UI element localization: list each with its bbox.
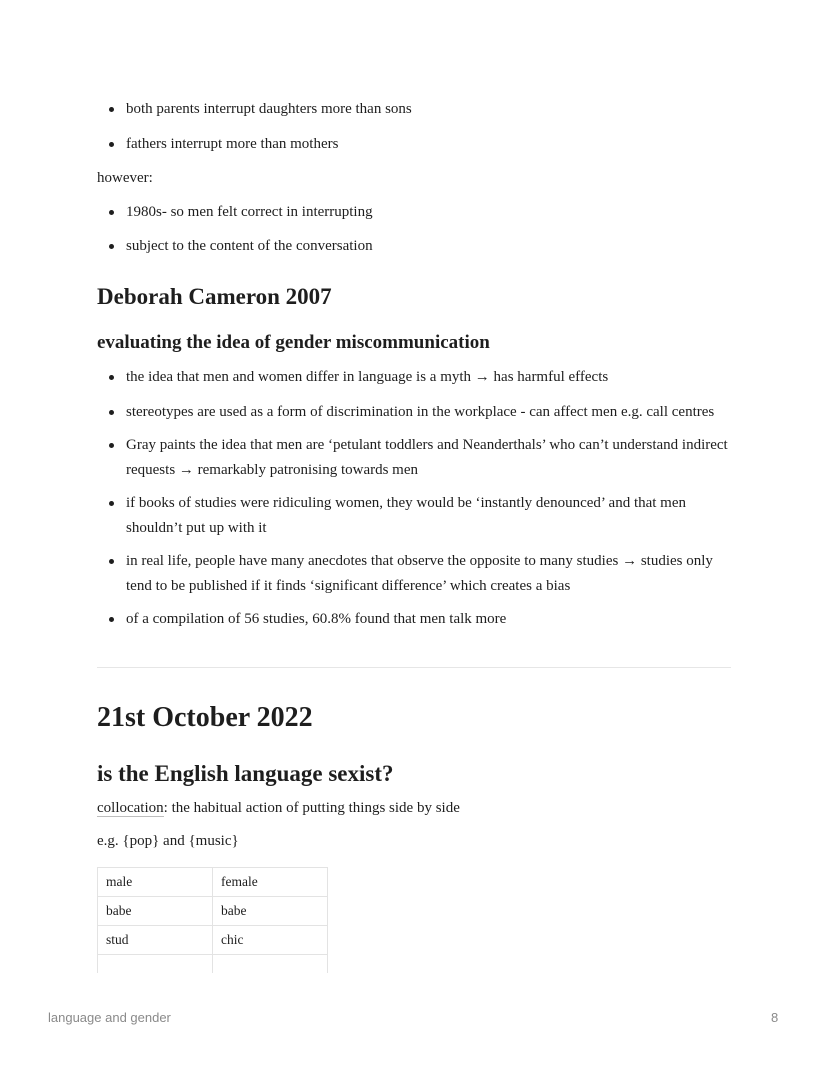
subheading-miscommunication: evaluating the idea of gender miscommunication <box>97 332 490 353</box>
list-item: subject to the content of the conversation <box>97 234 731 259</box>
horizontal-divider <box>97 667 731 668</box>
list-item: Gray paints the idea that men are ‘petulant toddlers and Neanderthals’ who can’t understand indirect requests → remarkably patronising towards men <box>97 433 731 482</box>
list-item: 1980s- so men felt correct in interrupting <box>97 200 731 225</box>
collocation-table <box>97 867 328 973</box>
table-cell: chic <box>213 926 328 955</box>
list-item: stereotypes are used as a form of discrimination in the workplace - can affect men e.g. call centres <box>97 400 731 425</box>
table-row <box>98 955 328 974</box>
table-row <box>98 897 328 926</box>
list-item: if books of studies were ridiculing women, they would be ‘instantly denounced’ and that men shouldn’t put up with it <box>97 491 731 540</box>
table-cell: babe <box>98 897 213 926</box>
section-heading-sexist: is the English language sexist? <box>97 761 394 786</box>
table-cell: babe <box>213 897 328 926</box>
collocation-table-wrapper <box>97 867 328 973</box>
list-item: of a compilation of 56 studies, 60.8% found that men talk more <box>97 607 731 632</box>
table-cell <box>98 955 213 974</box>
list-item: in real life, people have many anecdotes that observe the opposite to many studies → studies only tend to be published if it finds ‘significant difference’ which creates a bias <box>97 549 731 598</box>
page-number: 8 <box>771 1010 779 1025</box>
table-cell: female <box>213 868 328 897</box>
definition-term: collocation <box>97 800 164 816</box>
however-text: however: <box>97 170 153 186</box>
footer-title: language and gender <box>48 1010 171 1025</box>
list-item: both parents interrupt daughters more than sons <box>97 97 731 122</box>
definition-text: : the habitual action of putting things side by side <box>163 800 460 816</box>
list-item: the idea that men and women differ in language is a myth → has harmful effects <box>97 365 731 390</box>
table-cell: male <box>98 868 213 897</box>
example-text: e.g. {pop} and {music} <box>97 833 239 849</box>
table-row <box>98 868 328 897</box>
list-item: fathers interrupt more than mothers <box>97 132 731 157</box>
bullet-list-interruptions <box>97 97 731 156</box>
date-heading: 21st October 2022 <box>97 702 313 733</box>
table-row <box>98 926 328 955</box>
section-heading-cameron: Deborah Cameron 2007 <box>97 284 332 309</box>
table-cell <box>213 955 328 974</box>
bullet-list-however <box>97 200 731 258</box>
definition-paragraph <box>97 796 460 820</box>
table-cell: stud <box>98 926 213 955</box>
bullet-list-cameron <box>97 365 731 632</box>
